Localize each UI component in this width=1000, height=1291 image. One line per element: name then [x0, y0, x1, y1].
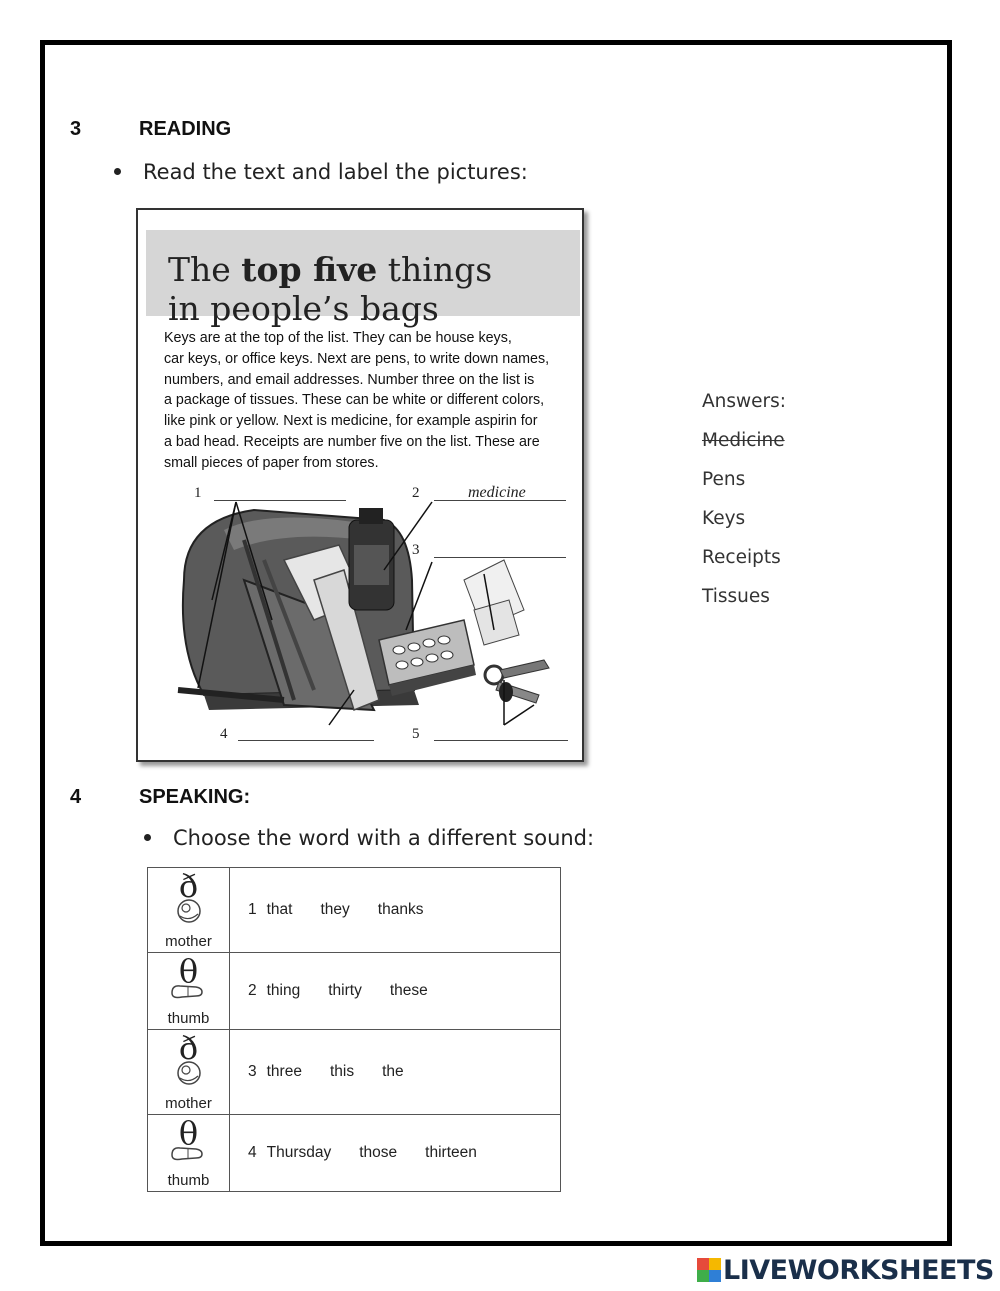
label-number-5: 5 — [412, 726, 420, 742]
answer-item-used[interactable]: Medicine — [702, 430, 785, 451]
word-choice[interactable]: that — [266, 901, 293, 918]
phonetic-symbol: ð — [178, 1029, 199, 1067]
section-title-speaking: SPEAKING: — [139, 786, 251, 808]
mother-icon — [174, 1060, 204, 1086]
reading-instruction — [114, 160, 528, 184]
answer-item[interactable]: Tissues — [702, 586, 770, 607]
text-line: Keys are at the top of the list. They can be house keys, — [164, 330, 512, 346]
logo-square — [697, 1258, 709, 1270]
liveworksheets-logo — [697, 1255, 994, 1285]
word-choice[interactable]: the — [382, 1063, 404, 1080]
word-options — [230, 1115, 561, 1192]
logo-square — [709, 1270, 721, 1282]
card-title: The top five things in people’s bags — [168, 250, 493, 328]
logo-square — [709, 1258, 721, 1270]
logo-square — [697, 1270, 709, 1282]
answer-item[interactable]: Receipts — [702, 547, 781, 568]
label-number-4: 4 — [220, 726, 228, 742]
label-answer-2: medicine — [468, 484, 526, 501]
word-options — [230, 1030, 561, 1115]
table-row — [148, 953, 561, 1030]
symbol-word: thumb — [167, 1010, 210, 1027]
phonetic-symbol: θ — [178, 1114, 199, 1152]
label-blank-5[interactable] — [434, 740, 568, 741]
table-row — [148, 868, 561, 953]
label-number-3: 3 — [412, 542, 420, 558]
word-choice[interactable]: thirteen — [425, 1144, 477, 1161]
text-line: like pink or yellow. Next is medicine, for example aspirin for — [164, 413, 538, 430]
word-options — [230, 868, 561, 953]
card-title-banner — [146, 230, 580, 328]
answers-heading: Answers: — [702, 391, 787, 412]
logo-text: LIVEWORKSHEETS — [723, 1254, 994, 1286]
phonetic-symbol: ð — [178, 867, 199, 905]
row-number: 1 — [248, 901, 257, 918]
symbol-word: thumb — [167, 1172, 210, 1189]
table-row — [148, 1030, 561, 1115]
text-line: numbers, and email addresses. Number three on the list is — [164, 371, 535, 388]
phonetic-symbol: θ — [178, 952, 199, 990]
word-choice[interactable]: Thursday — [266, 1144, 332, 1161]
symbol-cell — [148, 1030, 230, 1115]
speaking-instruction — [144, 826, 594, 850]
bag-illustration — [164, 500, 564, 730]
card-body-text — [164, 328, 564, 474]
reading-card — [136, 208, 584, 762]
thumb-icon — [170, 981, 204, 1003]
table-row — [148, 1115, 561, 1192]
text-line: small pieces of paper from stores. — [164, 454, 379, 471]
word-choice[interactable]: these — [389, 982, 428, 999]
symbol-word: mother — [165, 933, 212, 950]
text-line: a bad head. Receipts are number five on the list. These are — [164, 433, 540, 450]
reading-instruction-text: Read the text and label the pictures: — [143, 160, 528, 184]
label-blank-4[interactable] — [238, 740, 374, 741]
section-title-reading: READING — [139, 118, 232, 140]
label-number-1: 1 — [194, 485, 202, 501]
symbol-cell — [148, 868, 230, 953]
word-choice[interactable]: thing — [266, 982, 301, 999]
speaking-instruction-text: Choose the word with a different sound: — [173, 826, 595, 850]
symbol-cell — [148, 1115, 230, 1192]
label-number-2: 2 — [412, 485, 420, 501]
section-number-reading: 3 — [70, 118, 82, 140]
symbol-word: mother — [165, 1095, 212, 1112]
row-number: 4 — [248, 1144, 257, 1161]
row-number: 2 — [248, 982, 257, 999]
bullet-icon — [144, 834, 151, 841]
symbol-cell — [148, 953, 230, 1030]
word-choice[interactable]: thirty — [328, 982, 362, 999]
word-options — [230, 953, 561, 1030]
word-choice[interactable]: thanks — [377, 901, 424, 918]
section-number-speaking: 4 — [70, 786, 82, 808]
thumb-icon — [170, 1143, 204, 1165]
text-line: car keys, or office keys. Next are pens, to write down names, — [164, 350, 550, 367]
sound-table — [147, 867, 561, 1192]
answer-item[interactable]: Pens — [702, 469, 746, 490]
bullet-icon — [114, 168, 121, 175]
word-choice[interactable]: this — [329, 1063, 355, 1080]
mother-icon — [174, 898, 204, 924]
word-choice[interactable]: three — [266, 1063, 302, 1080]
text-line: a package of tissues. These can be white or different colors, — [164, 392, 545, 409]
word-choice[interactable]: they — [320, 901, 350, 918]
answers-list — [702, 390, 786, 624]
row-number: 3 — [248, 1063, 257, 1080]
logo-mark-icon — [697, 1258, 721, 1282]
word-choice[interactable]: those — [359, 1144, 398, 1161]
answer-item[interactable]: Keys — [702, 508, 746, 529]
